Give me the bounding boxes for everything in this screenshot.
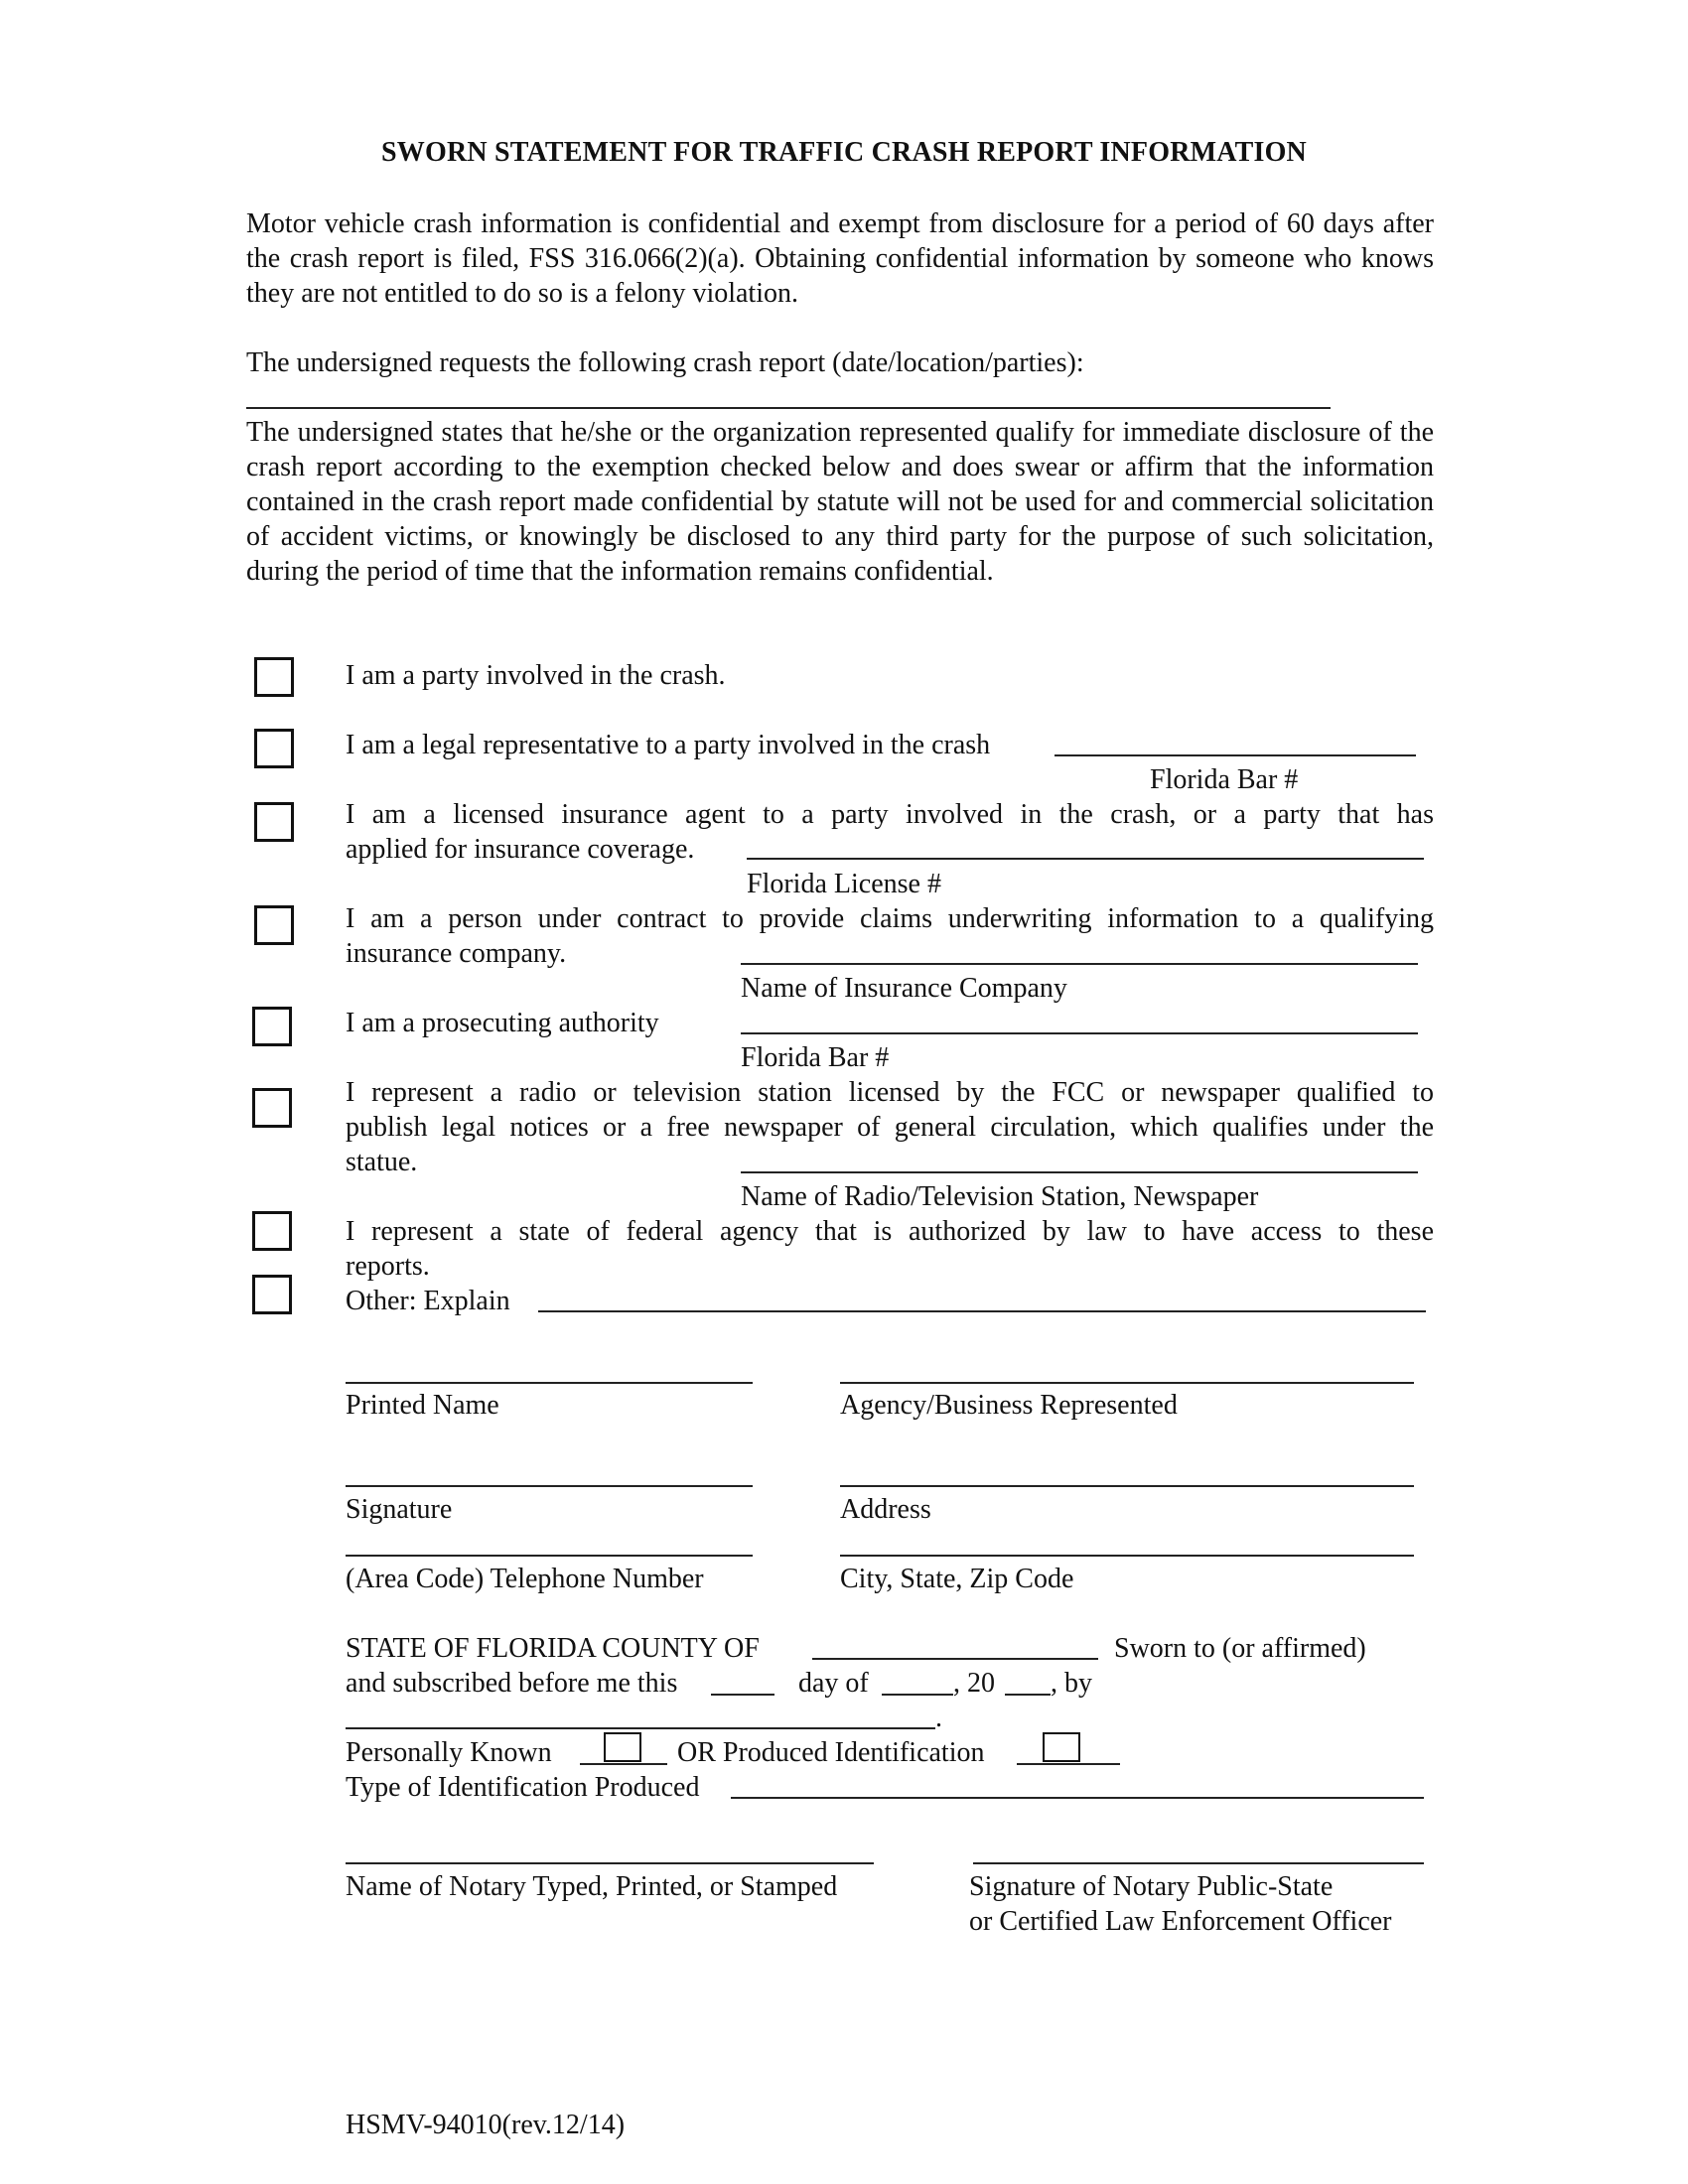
agency-line[interactable] bbox=[840, 1382, 1414, 1384]
legal-rep-checkbox[interactable] bbox=[254, 729, 294, 768]
sworn-label: Sworn to (or affirmed) bbox=[1114, 1633, 1366, 1664]
agency-line2: reports. bbox=[346, 1251, 430, 1282]
insurance-agent-checkbox[interactable] bbox=[254, 802, 294, 842]
agency-caption: Agency/Business Represented bbox=[840, 1390, 1178, 1421]
county-line[interactable] bbox=[812, 1658, 1098, 1660]
media-line3: statue. bbox=[346, 1147, 418, 1177]
notary-name-line[interactable] bbox=[346, 1862, 874, 1864]
prosecutor-checkbox[interactable] bbox=[252, 1007, 292, 1046]
agency-checkbox[interactable] bbox=[252, 1211, 292, 1251]
underwriter-line2: insurance company. bbox=[346, 938, 567, 969]
party-checkbox[interactable] bbox=[254, 657, 294, 697]
month-line[interactable] bbox=[882, 1694, 953, 1696]
request-input-line[interactable] bbox=[246, 407, 1331, 409]
other-explain-line[interactable] bbox=[538, 1310, 1426, 1312]
underwriter-checkbox[interactable] bbox=[254, 905, 294, 945]
form-number: HSMV-94010(rev.12/14) bbox=[346, 2110, 626, 2140]
produced-id-label: OR Produced Identification bbox=[677, 1737, 985, 1768]
produced-id-checkbox[interactable] bbox=[1043, 1732, 1080, 1762]
insurance-agent-caption: Florida License # bbox=[747, 869, 941, 899]
underwriter-caption: Name of Insurance Company bbox=[741, 973, 1067, 1004]
county-label: STATE OF FLORIDA COUNTY OF bbox=[346, 1633, 760, 1664]
day-of-label: day of bbox=[798, 1668, 869, 1699]
personally-known-checkbox[interactable] bbox=[604, 1732, 641, 1762]
agency-line1: I represent a state of federal agency that is authorized by law to have access to these bbox=[346, 1216, 1434, 1247]
other-label: Other: Explain bbox=[346, 1286, 510, 1316]
signature-line[interactable] bbox=[346, 1485, 753, 1487]
subscribed-label: and subscribed before me this bbox=[346, 1668, 678, 1699]
prosecutor-bar-line[interactable] bbox=[741, 1032, 1418, 1034]
request-label: The undersigned requests the following crash report (date/location/parties): bbox=[246, 347, 1084, 378]
notary-sig-caption-1: Signature of Notary Public-State bbox=[969, 1871, 1334, 1902]
insurance-agent-line1: I am a licensed insurance agent to a party involved in the crash, or a party that has bbox=[346, 799, 1434, 830]
year-prefix: , 20 bbox=[953, 1668, 995, 1699]
statement-paragraph: The undersigned states that he/she or the organization represented qualify for immediate disclosure of the crash report according to the exemption checked below and does swear or affirm that the information contained in the crash report made confidential by statute will not be used for and commercial solicitation of accident victims, or knowingly be disclosed to any third party for the purpose of such solicitation, during the period of time that the information remains confidential. bbox=[246, 417, 1434, 587]
intro-paragraph: Motor vehicle crash information is confidential and exempt from disclosure for a period of 60 days after the crash report is filed, FSS 316.066(2)(a). Obtaining confidential information by someone who knows they are not entitled to do so is a felony violation. bbox=[246, 208, 1434, 309]
media-caption: Name of Radio/Television Station, Newspaper bbox=[741, 1181, 1259, 1212]
media-line1: I represent a radio or television station licensed by the FCC or newspaper qualified to bbox=[346, 1077, 1434, 1108]
signature-caption: Signature bbox=[346, 1494, 453, 1525]
legal-rep-bar-line[interactable] bbox=[1055, 754, 1416, 756]
prosecutor-caption: Florida Bar # bbox=[741, 1042, 890, 1073]
city-caption: City, State, Zip Code bbox=[840, 1564, 1074, 1594]
by-label: , by bbox=[1051, 1668, 1092, 1699]
address-line[interactable] bbox=[840, 1485, 1414, 1487]
insurance-license-line[interactable] bbox=[747, 858, 1424, 860]
prosecutor-label: I am a prosecuting authority bbox=[346, 1008, 659, 1038]
underwriter-line1: I am a person under contract to provide claims underwriting information to a qualifying bbox=[346, 903, 1434, 934]
media-checkbox[interactable] bbox=[252, 1088, 292, 1128]
form-title: SWORN STATEMENT FOR TRAFFIC CRASH REPORT INFORMATION bbox=[381, 137, 1307, 168]
party-label: I am a party involved in the crash. bbox=[346, 660, 726, 691]
by-period: . bbox=[935, 1703, 942, 1733]
day-line[interactable] bbox=[711, 1694, 774, 1696]
telephone-caption: (Area Code) Telephone Number bbox=[346, 1564, 704, 1594]
id-type-label: Type of Identification Produced bbox=[346, 1772, 700, 1803]
legal-rep-caption: Florida Bar # bbox=[1150, 764, 1299, 795]
produced-id-line bbox=[1017, 1763, 1120, 1765]
notary-name-caption: Name of Notary Typed, Printed, or Stamped bbox=[346, 1871, 838, 1902]
other-checkbox[interactable] bbox=[252, 1275, 292, 1314]
legal-rep-label: I am a legal representative to a party involved in the crash bbox=[346, 730, 991, 760]
media-line2: publish legal notices or a free newspaper of general circulation, which qualifies under the bbox=[346, 1112, 1434, 1143]
id-type-line[interactable] bbox=[731, 1797, 1424, 1799]
personally-known-label: Personally Known bbox=[346, 1737, 552, 1768]
telephone-line[interactable] bbox=[346, 1555, 753, 1557]
insurance-company-line[interactable] bbox=[741, 963, 1418, 965]
notary-sig-caption-2: or Certified Law Enforcement Officer bbox=[969, 1906, 1392, 1937]
name-by-line[interactable] bbox=[346, 1727, 935, 1729]
notary-signature-line[interactable] bbox=[973, 1862, 1424, 1864]
printed-name-caption: Printed Name bbox=[346, 1390, 499, 1421]
printed-name-line[interactable] bbox=[346, 1382, 753, 1384]
media-name-line[interactable] bbox=[741, 1171, 1418, 1173]
address-caption: Address bbox=[840, 1494, 931, 1525]
personally-known-line bbox=[580, 1763, 667, 1765]
insurance-agent-line2: applied for insurance coverage. bbox=[346, 834, 695, 865]
year-line[interactable] bbox=[1005, 1694, 1051, 1696]
city-line[interactable] bbox=[840, 1555, 1414, 1557]
